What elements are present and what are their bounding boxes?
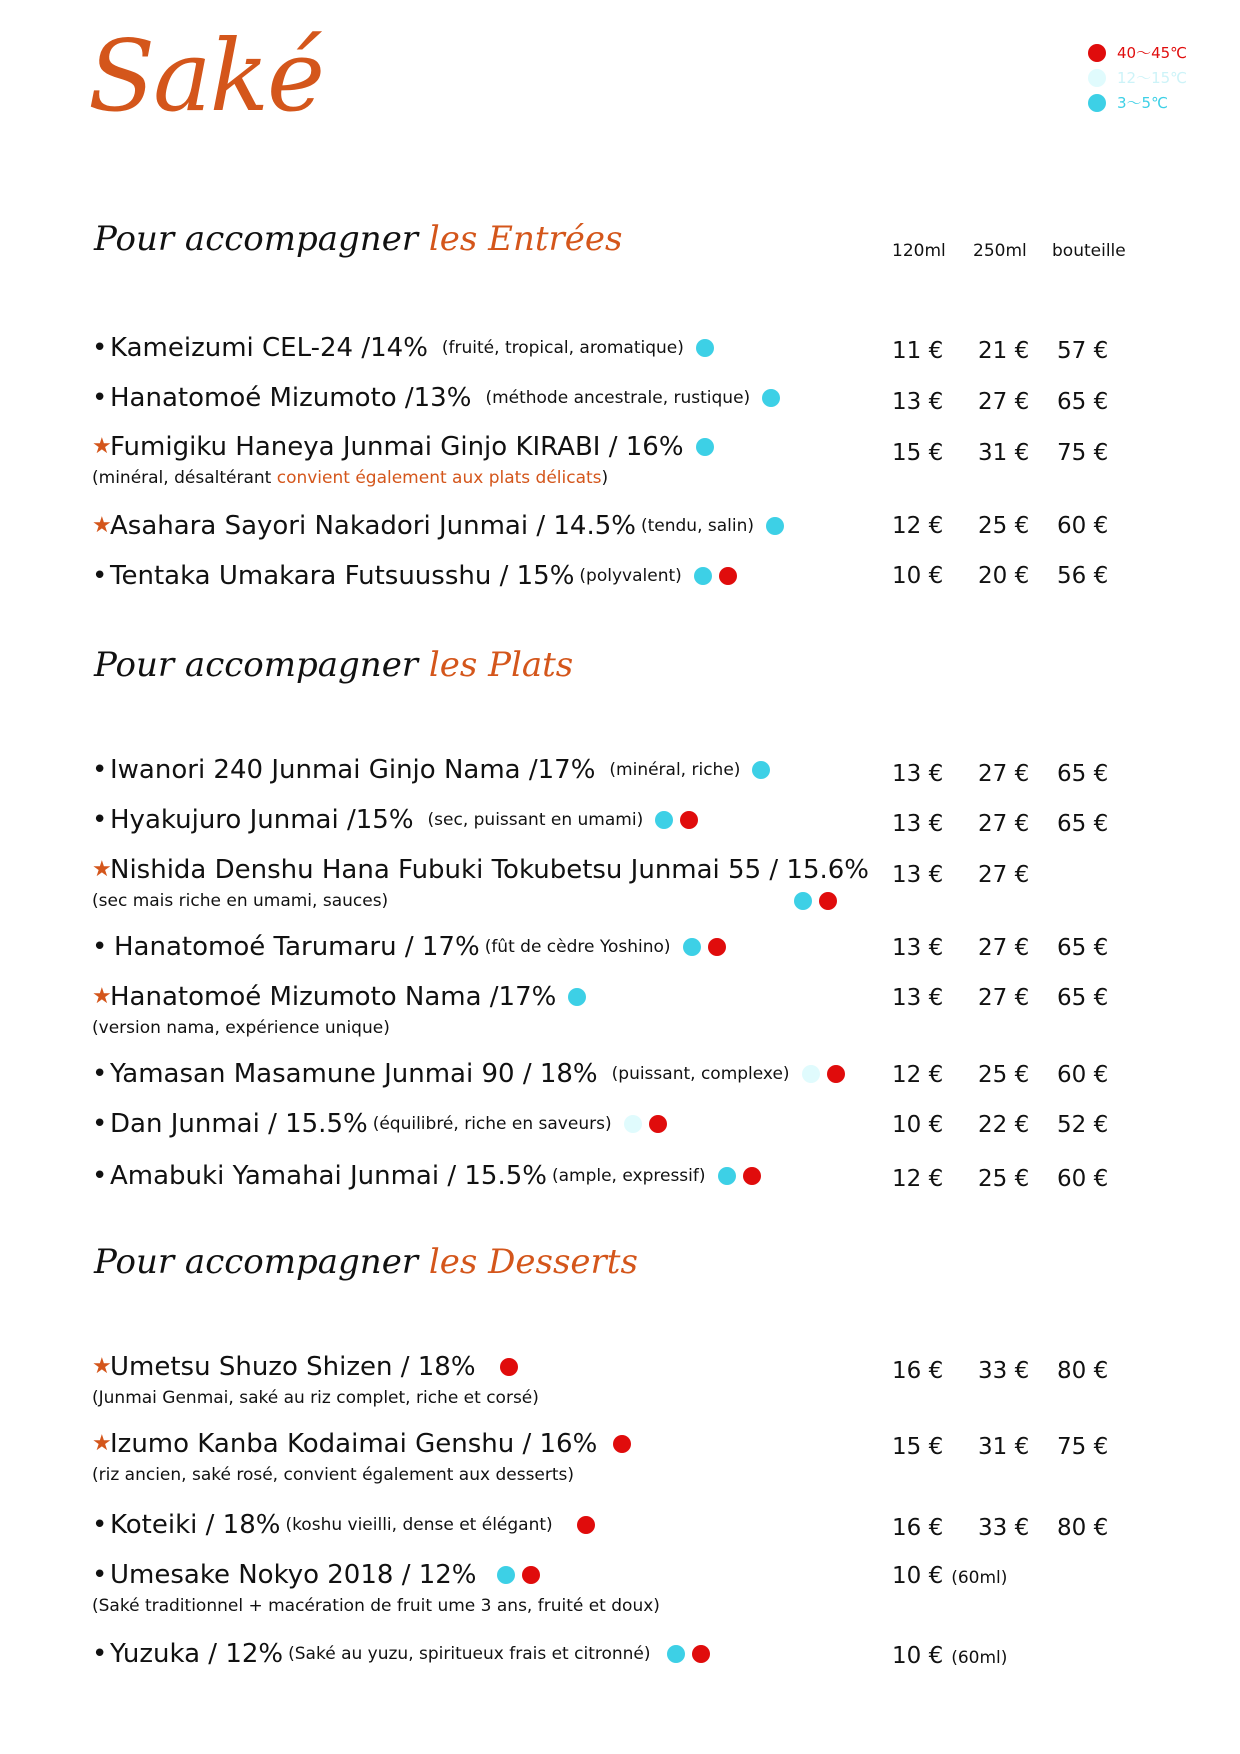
description-close: ) — [601, 468, 609, 488]
price-250ml: 27 € — [978, 862, 1030, 888]
hot-dot-icon — [680, 811, 698, 829]
hot-dot-icon — [577, 1516, 595, 1534]
sake-name: Hanatomoé Mizumoto Nama /17% — [110, 982, 557, 1012]
price-bottle: 80 € — [1057, 1358, 1109, 1384]
menu-item — [92, 1163, 768, 1189]
cool-dot-icon — [1088, 69, 1106, 87]
price-note: (60ml) — [951, 1648, 1008, 1668]
section-title-plats — [94, 645, 574, 685]
legend-row-cold — [1088, 90, 1187, 115]
price-250ml: 27 € — [978, 935, 1030, 961]
price-bottle: 52 € — [1057, 1112, 1109, 1138]
sake-description: (fût de cèdre Yoshino) — [484, 936, 671, 957]
cool-dot-icon — [624, 1115, 642, 1133]
price-250ml: 25 € — [978, 513, 1030, 539]
bullet-marker: • — [92, 1161, 108, 1191]
menu-item — [92, 1111, 674, 1137]
temperature-dots — [794, 892, 844, 910]
sake-description: (tendu, salin) — [640, 515, 755, 536]
cold-dot-icon — [766, 517, 784, 535]
cold-dot-icon — [696, 438, 714, 456]
section-prefix: Pour accompagner — [94, 219, 419, 259]
page-title: Saké — [88, 20, 323, 134]
price-120ml: 12 € — [892, 513, 944, 539]
price-120ml: 13 € — [892, 985, 944, 1011]
cold-dot-icon — [752, 761, 770, 779]
price-120ml: 15 € — [892, 440, 944, 466]
legend-row-hot — [1088, 40, 1187, 65]
star-icon: ★ — [92, 434, 112, 459]
sake-name: Asahara Sayori Nakadori Junmai / 14.5% — [110, 511, 636, 541]
sake-name: Hyakujuro Junmai /15% — [110, 805, 414, 835]
sake-name: Tentaka Umakara Futsuusshu / 15% — [110, 561, 575, 591]
temperature-dots — [696, 339, 721, 357]
price-value: 10 € — [892, 1643, 944, 1669]
star-icon: ★ — [92, 1431, 112, 1456]
sake-description: (riz ancien, saké rosé, convient également aux desserts) — [92, 1465, 575, 1485]
price-bottle: 65 € — [1057, 389, 1109, 415]
price-250ml: 27 € — [978, 389, 1030, 415]
bullet-marker: • — [92, 383, 108, 413]
cold-dot-icon — [718, 1167, 736, 1185]
price-value: 10 € — [892, 1563, 944, 1589]
bullet-marker: • — [92, 1639, 108, 1669]
price-250ml: 33 € — [978, 1515, 1030, 1541]
temperature-dots — [683, 938, 733, 956]
menu-item — [92, 1354, 539, 1408]
price-bottle: 60 € — [1057, 513, 1109, 539]
sake-name: Hanatomoé Mizumoto /13% — [110, 383, 472, 413]
sake-description: (fruité, tropical, aromatique) — [441, 337, 684, 358]
menu-item — [92, 807, 705, 833]
section-accent: les Desserts — [428, 1242, 638, 1282]
menu-item — [92, 1061, 852, 1087]
price-note: (60ml) — [951, 1568, 1008, 1588]
sake-description: (ample, expressif) — [551, 1165, 706, 1186]
menu-item — [92, 757, 777, 783]
star-icon: ★ — [92, 513, 112, 538]
price-120ml: 16 € — [892, 1358, 944, 1384]
section-title-desserts — [94, 1242, 638, 1282]
price-120ml: 12 € — [892, 1166, 944, 1192]
price-120ml: 11 € — [892, 338, 944, 364]
sake-name: Amabuki Yamahai Junmai / 15.5% — [110, 1161, 547, 1191]
price-bottle: 65 € — [1057, 761, 1109, 787]
cold-dot-icon — [696, 339, 714, 357]
sake-description: (équilibré, riche en saveurs) — [372, 1113, 612, 1134]
hot-dot-icon — [719, 567, 737, 585]
price-120ml: 13 € — [892, 862, 944, 888]
sake-description — [92, 468, 721, 488]
cold-dot-icon — [568, 988, 586, 1006]
column-header-250ml: 250ml — [973, 241, 1027, 261]
cold-dot-icon — [762, 389, 780, 407]
menu-item — [92, 984, 593, 1038]
sake-description: (méthode ancestrale, rustique) — [485, 387, 751, 408]
cold-dot-icon — [497, 1566, 515, 1584]
price-250ml: 27 € — [978, 985, 1030, 1011]
price-bottle: 60 € — [1057, 1166, 1109, 1192]
bullet-marker: • — [92, 561, 108, 591]
sake-description: (koshu vieilli, dense et élégant) — [285, 1514, 553, 1535]
sake-name: Yamasan Masamune Junmai 90 / 18% — [110, 1059, 598, 1089]
section-accent: les Plats — [428, 645, 574, 685]
temperature-dots — [613, 1435, 638, 1453]
sake-name: Nishida Denshu Hana Fubuki Tokubetsu Junmai 55 / 15.6% — [110, 855, 870, 885]
description-highlight: convient également aux plats délicats — [276, 468, 602, 488]
section-prefix: Pour accompagner — [94, 1242, 419, 1282]
price-120ml: 13 € — [892, 935, 944, 961]
sake-description: (Saké au yuzu, spiritueux frais et citronné) — [288, 1643, 651, 1664]
sake-description: (puissant, complexe) — [611, 1063, 790, 1084]
bullet-marker: • — [92, 1510, 108, 1540]
sake-name: Kameizumi CEL-24 /14% — [110, 333, 428, 363]
temperature-dots — [762, 389, 787, 407]
price-120ml: 10 € — [892, 563, 944, 589]
price-250ml: 27 € — [978, 761, 1030, 787]
price-bottle: 65 € — [1057, 811, 1109, 837]
hot-dot-icon — [819, 892, 837, 910]
temperature-dots — [752, 761, 777, 779]
sake-description: (version nama, expérience unique) — [92, 1018, 390, 1038]
star-icon: ★ — [92, 984, 112, 1009]
price-250ml: 27 € — [978, 811, 1030, 837]
sake-description — [92, 891, 869, 911]
sake-name: Hanatomoé Tarumaru / 17% — [114, 932, 480, 962]
menu-item — [92, 1641, 717, 1667]
hot-dot-icon — [1088, 44, 1106, 62]
hot-dot-icon — [500, 1358, 518, 1376]
section-prefix: Pour accompagner — [94, 645, 419, 685]
price-bottle: 75 € — [1057, 440, 1109, 466]
section-title-entrees — [94, 219, 623, 259]
cold-dot-icon — [694, 567, 712, 585]
column-header-120ml: 120ml — [892, 241, 946, 261]
sake-name: Izumo Kanba Kodaimai Genshu / 16% — [110, 1429, 598, 1459]
price-60ml — [892, 1643, 1007, 1669]
temperature-dots — [696, 438, 721, 456]
bullet-marker: • — [92, 1059, 108, 1089]
sake-description: (minéral, riche) — [609, 759, 741, 780]
section-accent: les Entrées — [428, 219, 623, 259]
sake-name: Fumigiku Haneya Junmai Ginjo KIRABI / 16% — [110, 432, 684, 462]
sake-name: Yuzuka / 12% — [110, 1639, 284, 1669]
temperature-dots — [500, 1358, 525, 1376]
menu-item — [92, 434, 721, 488]
sake-description: (Saké traditionnel + macération de fruit ume 3 ans, fruité et doux) — [92, 1596, 660, 1616]
price-60ml — [892, 1563, 1007, 1589]
temperature-dots — [577, 1516, 602, 1534]
price-bottle: 65 € — [1057, 985, 1109, 1011]
price-bottle: 75 € — [1057, 1434, 1109, 1460]
description-text: (sec mais riche en umami, sauces) — [92, 891, 389, 911]
bullet-marker: • — [92, 932, 108, 962]
column-header-bouteille: bouteille — [1052, 241, 1126, 261]
bullet-marker: • — [92, 1109, 108, 1139]
cold-dot-icon — [794, 892, 812, 910]
cold-dot-icon — [683, 938, 701, 956]
menu-item — [92, 1431, 638, 1485]
menu-item — [92, 385, 787, 411]
bullet-marker: • — [92, 1560, 108, 1590]
price-250ml: 33 € — [978, 1358, 1030, 1384]
hot-dot-icon — [708, 938, 726, 956]
hot-dot-icon — [649, 1115, 667, 1133]
cold-dot-icon — [1088, 94, 1106, 112]
temperature-dots — [718, 1167, 768, 1185]
cold-dot-icon — [655, 811, 673, 829]
description-text: (minéral, désaltérant — [92, 468, 272, 488]
sake-name: Umetsu Shuzo Shizen / 18% — [110, 1352, 476, 1382]
price-bottle: 57 € — [1057, 338, 1109, 364]
menu-item — [92, 335, 721, 361]
cool-dot-icon — [802, 1065, 820, 1083]
price-250ml: 25 € — [978, 1062, 1030, 1088]
price-120ml: 13 € — [892, 389, 944, 415]
temperature-dots — [568, 988, 593, 1006]
star-icon: ★ — [92, 1354, 112, 1379]
menu-item — [92, 513, 791, 539]
price-250ml: 22 € — [978, 1112, 1030, 1138]
sake-name: Iwanori 240 Junmai Ginjo Nama /17% — [110, 755, 596, 785]
sake-name: Dan Junmai / 15.5% — [110, 1109, 368, 1139]
price-250ml: 31 € — [978, 440, 1030, 466]
bullet-marker: • — [92, 333, 108, 363]
temperature-dots — [766, 517, 791, 535]
menu-item — [92, 1562, 660, 1616]
menu-item — [92, 1512, 602, 1538]
sake-description: (Junmai Genmai, saké au riz complet, riche et corsé) — [92, 1388, 539, 1408]
hot-dot-icon — [692, 1645, 710, 1663]
temperature-dots — [655, 811, 705, 829]
legend-label-cold: 3〜5℃ — [1117, 94, 1168, 112]
menu-item — [92, 934, 733, 960]
legend-label-hot: 40〜45℃ — [1117, 44, 1188, 62]
sake-name: Koteiki / 18% — [110, 1510, 281, 1540]
sake-description: (polyvalent) — [579, 565, 682, 586]
hot-dot-icon — [743, 1167, 761, 1185]
temperature-dots — [694, 567, 744, 585]
temperature-dots — [624, 1115, 674, 1133]
bullet-marker: • — [92, 755, 108, 785]
price-250ml: 20 € — [978, 563, 1030, 589]
price-120ml: 13 € — [892, 761, 944, 787]
price-250ml: 25 € — [978, 1166, 1030, 1192]
price-120ml: 13 € — [892, 811, 944, 837]
hot-dot-icon — [827, 1065, 845, 1083]
bullet-marker: • — [92, 805, 108, 835]
price-bottle: 80 € — [1057, 1515, 1109, 1541]
sake-name: Umesake Nokyo 2018 / 12% — [110, 1560, 477, 1590]
hot-dot-icon — [613, 1435, 631, 1453]
price-bottle: 56 € — [1057, 563, 1109, 589]
menu-item — [92, 563, 744, 589]
hot-dot-icon — [522, 1566, 540, 1584]
legend-label-cool: 12〜15℃ — [1117, 69, 1188, 87]
price-120ml: 10 € — [892, 1112, 944, 1138]
temperature-dots — [802, 1065, 852, 1083]
star-icon: ★ — [92, 857, 112, 882]
menu-item — [92, 857, 869, 911]
price-250ml: 21 € — [978, 338, 1030, 364]
sake-description: (sec, puissant en umami) — [427, 809, 644, 830]
price-120ml: 15 € — [892, 1434, 944, 1460]
price-120ml: 16 € — [892, 1515, 944, 1541]
price-120ml: 12 € — [892, 1062, 944, 1088]
temperature-dots — [497, 1566, 547, 1584]
price-bottle: 65 € — [1057, 935, 1109, 961]
legend-row-cool — [1088, 65, 1187, 90]
temperature-legend — [1088, 40, 1187, 115]
temperature-dots — [667, 1645, 717, 1663]
cold-dot-icon — [667, 1645, 685, 1663]
price-bottle: 60 € — [1057, 1062, 1109, 1088]
price-250ml: 31 € — [978, 1434, 1030, 1460]
